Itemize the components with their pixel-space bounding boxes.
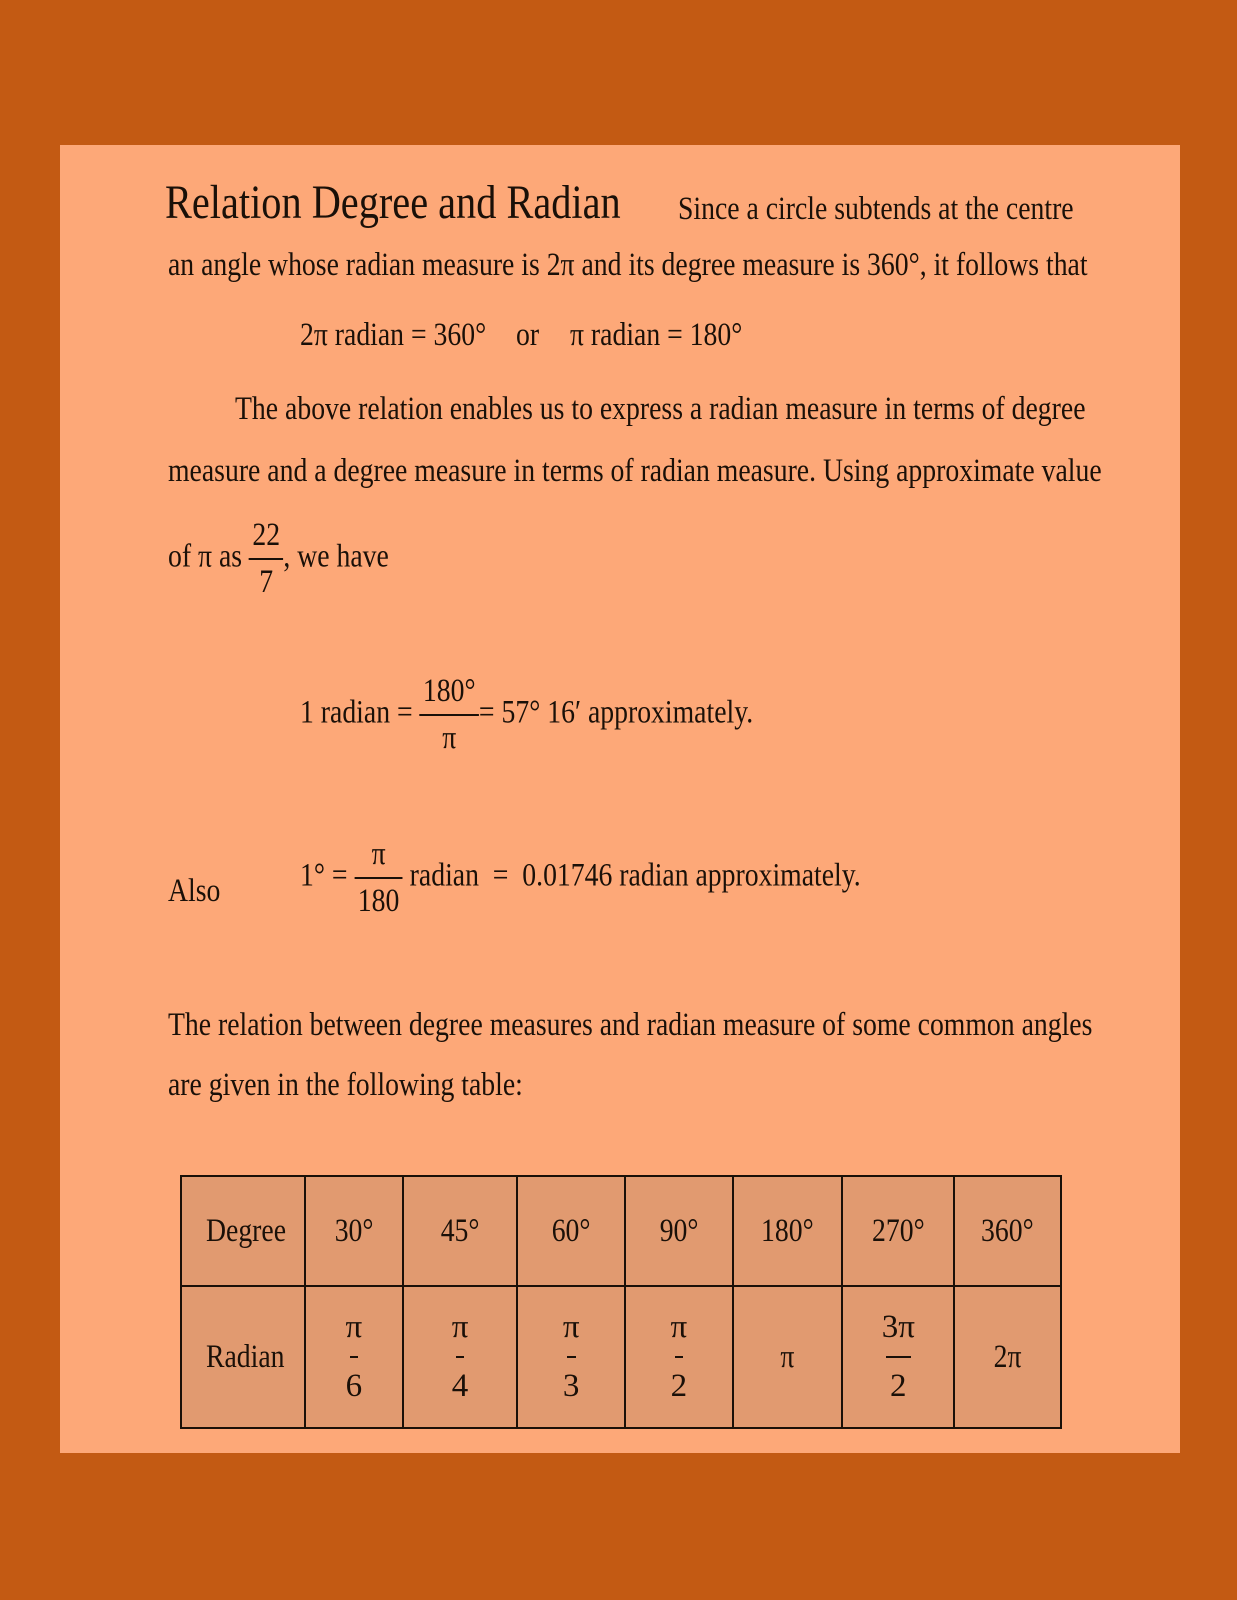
fraction-denominator: 3: [562, 1368, 580, 1404]
fraction-bar: [420, 714, 479, 716]
fraction-numerator: π: [345, 1309, 363, 1345]
table-row-radian: [181, 1286, 1061, 1428]
fraction-bar: [675, 1356, 684, 1358]
radian-fraction: [667, 1311, 692, 1403]
fraction-numerator: π: [562, 1309, 580, 1345]
equation-lhs: 1 radian =: [300, 694, 413, 731]
radian-fraction: [342, 1311, 367, 1403]
fraction-denominator: 6: [345, 1368, 363, 1404]
also-label: Also: [168, 873, 221, 909]
document-page: [60, 145, 1180, 1453]
section-title: Relation Degree and Radian: [165, 176, 621, 229]
fraction-bar: [350, 1356, 359, 1358]
degree-cell: 30°: [305, 1176, 403, 1286]
fraction-numerator: 180°: [422, 673, 476, 709]
equation-rhs: = 57° 16′ approximately.: [478, 694, 754, 731]
fraction-bar: [456, 1356, 465, 1358]
fraction-numerator: π: [371, 836, 386, 872]
radian-cell: [625, 1286, 733, 1428]
degree-cell: 180°: [733, 1176, 843, 1286]
fraction-denominator: 2: [890, 1368, 907, 1404]
radian-cell: [842, 1286, 954, 1428]
equation-one-radian: [300, 675, 840, 755]
degree-cell: 45°: [403, 1176, 518, 1286]
pi-approx-prefix: of π as: [168, 538, 243, 575]
row-header-radian: Radian: [181, 1286, 305, 1428]
degree-cell: 360°: [954, 1176, 1061, 1286]
degree-cell: 270°: [842, 1176, 954, 1286]
fraction-numerator: π: [451, 1309, 469, 1345]
fraction-denominator: 4: [451, 1368, 469, 1404]
paragraph-line-2: measure and a degree measure in terms of radian measure. Using approximate value: [168, 453, 1102, 489]
equation-fraction: [420, 675, 479, 755]
table-intro-line-2: are given in the following table:: [168, 1067, 523, 1103]
radian-cell: [517, 1286, 625, 1428]
relation-or: or: [516, 317, 540, 353]
radian-cell: π: [733, 1286, 843, 1428]
equation-fraction: [354, 838, 402, 918]
row-header-degree: Degree: [181, 1176, 305, 1286]
relation-right: π radian = 180°: [570, 317, 743, 353]
degree-cell: 60°: [517, 1176, 625, 1286]
table-row-degree: [181, 1176, 1061, 1286]
radian-cell: [305, 1286, 403, 1428]
radian-fraction: [878, 1311, 919, 1403]
fraction-denominator: 7: [259, 564, 274, 600]
fraction-denominator: 180: [357, 883, 400, 919]
degree-radian-table: [180, 1175, 1062, 1429]
pi-approximation: [168, 519, 431, 599]
fraction-numerator: 3π: [881, 1309, 915, 1345]
fraction-denominator: π: [442, 720, 457, 756]
intro-line-2: an angle whose radian measure is 2π and its degree measure is 360°, it follows that: [168, 247, 1088, 283]
fraction-numerator: 22: [252, 517, 281, 553]
equation-lhs: 1° =: [300, 857, 348, 894]
radian-cell: 2π: [954, 1286, 1061, 1428]
radian-cell: [403, 1286, 518, 1428]
degree-cell: 90°: [625, 1176, 733, 1286]
fraction-bar: [886, 1356, 911, 1358]
pi-approx-suffix: , we have: [283, 538, 389, 575]
table-intro-line-1: The relation between degree measures and radian measure of some common angles: [168, 1007, 1093, 1043]
equation-rhs: radian = 0.01746 radian approximately.: [409, 857, 861, 894]
fraction-bar: [354, 877, 402, 879]
fraction-bar: [249, 558, 283, 560]
fraction-denominator: 2: [670, 1368, 688, 1404]
fraction-bar: [567, 1356, 576, 1358]
radian-fraction: [559, 1311, 584, 1403]
paragraph-line-1: The above relation enables us to express a radian measure in terms of degree: [235, 391, 1086, 427]
fraction-numerator: π: [670, 1309, 688, 1345]
equation-one-degree: [300, 838, 968, 918]
pi-approx-fraction: [249, 519, 283, 599]
relation-left: 2π radian = 360°: [300, 317, 487, 353]
radian-fraction: [448, 1311, 473, 1403]
intro-line-1: Since a circle subtends at the centre: [678, 191, 1074, 227]
